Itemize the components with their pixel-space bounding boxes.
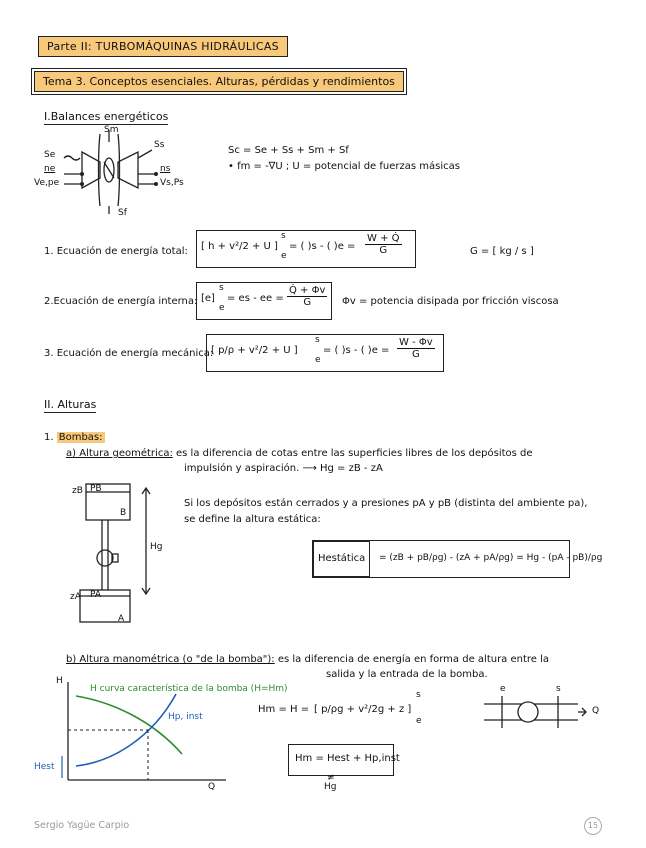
chart-hest-label: Hest: [34, 762, 55, 772]
system-curve: [76, 694, 176, 766]
label-ne: ne: [44, 164, 56, 174]
hm-neq: ≠: [327, 773, 335, 783]
eq1-sub: e: [281, 251, 287, 261]
tank-b: B: [120, 508, 127, 518]
topic-title: Tema 3. Conceptos esenciales. Alturas, pérdidas y rendimientos: [34, 71, 404, 92]
eq2-num: Q̇ + Φv: [289, 285, 326, 296]
footer-author: Sergio Yagüe Carpio: [34, 820, 130, 831]
label-ve-pe: Ve,pe: [34, 178, 60, 188]
part-title: Parte II: TURBOMÁQUINAS HIDRÁULICAS: [38, 36, 288, 57]
altura-manometrica: [66, 654, 549, 665]
eq3-lhs: [ p/ρ + v²/2 + U ]: [211, 345, 298, 356]
hm-hest-eq: Hm = Hest + Hp,inst: [295, 753, 400, 764]
hest-label: Hestática: [313, 541, 370, 577]
tank-pa: PA: [90, 590, 102, 600]
eq3-label: 3. Ecuación de energía mecánica:: [44, 348, 214, 359]
eq1-num: W + Q̇: [367, 233, 400, 244]
eq3-frac: [397, 337, 435, 360]
label-sm: Sm: [104, 125, 119, 135]
hm-eq-left: Hm = H =: [258, 704, 310, 715]
eq1-box: [196, 230, 416, 268]
eq2-box: [196, 282, 332, 320]
closed-text1: Si los depósitos están cerrados y a presiones pA y pB (distinta del ambiente pa),: [184, 498, 588, 509]
eq1-den: G: [379, 245, 388, 256]
eq3-num: W - Φv: [399, 337, 433, 348]
pipe-s: s: [556, 684, 561, 694]
altura-geometrica: [66, 448, 533, 459]
pipe-e: e: [500, 684, 506, 694]
a-text1: es la diferencia de cotas entre las superficies libres de los depósitos de: [176, 448, 533, 459]
hm-eq-body: [ p/ρg + v²/2g + z ]: [314, 704, 412, 715]
eq3-mid: = ( )s - ( )e =: [323, 345, 390, 356]
eq3-den: G: [411, 349, 420, 360]
tank-diagram: [58, 478, 168, 630]
hm-hg: Hg: [324, 782, 337, 792]
hm-hest-box: [288, 744, 400, 776]
tank-za: zA: [70, 592, 81, 602]
g-definition: G = [ kg / s ]: [470, 246, 534, 257]
section-title-alturas: II. Alturas: [44, 398, 97, 411]
label-se: Se: [44, 150, 56, 160]
eq1-mid: = ( )s - ( )e =: [289, 241, 356, 252]
eq1-lhs: [ h + v²/2 + U ]: [201, 241, 278, 252]
label-ss: Ss: [154, 140, 165, 150]
eq2-lhs: [e]: [201, 293, 215, 304]
tank-hg: Hg: [150, 542, 163, 552]
pipe-q: Q: [592, 706, 600, 716]
label-vs-ps: Vs,Ps: [160, 178, 184, 188]
b-text1: es la diferencia de energía en forma de altura entre la: [277, 654, 550, 665]
eq1-sup: s: [281, 231, 286, 241]
section-title-balances: I.Balances energéticos: [44, 110, 169, 123]
chart-axis-q: Q: [208, 782, 216, 792]
footer-page-number: 15: [584, 817, 602, 835]
eq2-sup: s: [219, 283, 224, 293]
eq1-frac: [365, 233, 402, 256]
label-ns: ns: [160, 164, 171, 174]
eq2-label: 2.Ecuación de energía interna:: [44, 296, 198, 307]
eq2-sub: e: [219, 303, 225, 313]
eq1-label: 1. Ecuación de energía total:: [44, 246, 188, 257]
b-text2: salida y la entrada de la bomba.: [326, 669, 488, 680]
b-label: b) Altura manométrica (o "de la bomba"):: [66, 654, 275, 665]
tank-zb: zB: [72, 486, 83, 496]
chart-hp-label: Hp, inst: [168, 712, 203, 722]
eq2-frac: [287, 285, 327, 308]
hm-eq-sub: e: [416, 716, 422, 726]
chart-curve-label: H curva característica de la bomba (H=Hm): [90, 684, 288, 694]
a-text2: impulsión y aspiración. ⟶ Hg = zB - zA: [184, 463, 383, 474]
chart-axis-h: H: [56, 676, 63, 686]
closed-text2: se define la altura estática:: [184, 514, 321, 525]
eq3-sup: s: [315, 335, 320, 345]
eq3-box: [206, 334, 444, 372]
def-fm: • fm = -∇U ; U = potencial de fuerzas másicas: [228, 161, 460, 172]
hest-expr: = (zB + pB/ρg) - (zA + pA/ρg) = Hg - (pA - pB)/ρg: [379, 553, 603, 563]
hm-eq-sup: s: [416, 690, 421, 700]
eq2-mid: = es - ee =: [227, 293, 284, 304]
pipe-pump-diagram: [482, 690, 592, 734]
a-label: a) Altura geométrica:: [66, 448, 173, 459]
tank-pb: PB: [90, 484, 102, 494]
eq2-den: G: [303, 297, 312, 308]
tank-a: A: [118, 614, 125, 624]
eq2-note: Φv = potencia disipada por fricción viscosa: [342, 296, 559, 307]
hest-box: [312, 540, 603, 578]
bombas-label: Bombas:: [58, 432, 103, 443]
bombas-prefix: 1.: [44, 432, 54, 443]
def-sc: Sc = Se + Ss + Sm + Sf: [228, 145, 349, 156]
label-sf: Sf: [118, 208, 127, 218]
eq3-sub: e: [315, 355, 321, 365]
bombas-heading: [44, 432, 105, 443]
